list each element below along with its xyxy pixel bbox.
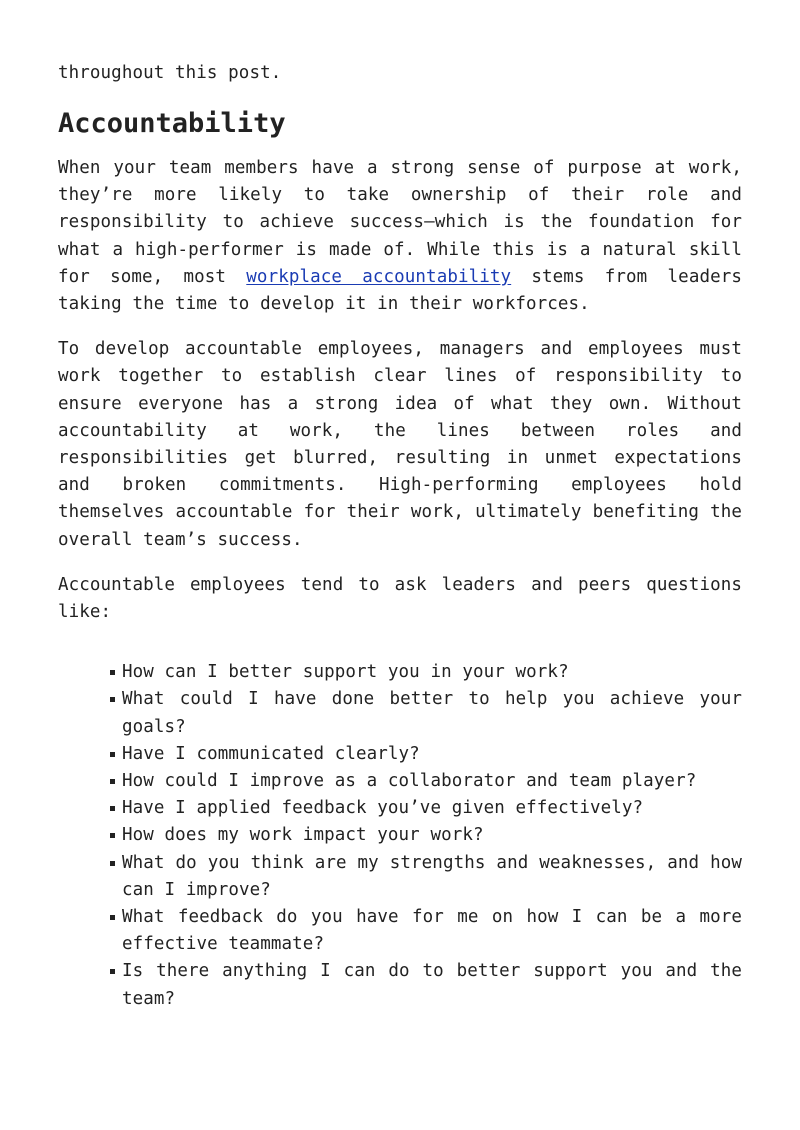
list-item: [122, 686, 742, 740]
square-bullet-icon: [110, 969, 115, 974]
section-heading: Accountability: [58, 108, 286, 139]
square-bullet-icon: [110, 779, 115, 784]
list-item: [122, 741, 742, 768]
list-item: [122, 958, 742, 1012]
question-text: How could I improve as a collaborator and team player?: [122, 771, 697, 792]
list-item: [122, 768, 742, 795]
square-bullet-icon: [110, 670, 115, 675]
list-item: [122, 659, 742, 686]
square-bullet-icon: [110, 806, 115, 811]
paragraph-questions-intro: Accountable employees tend to ask leaders and peers questions like:: [58, 574, 742, 623]
question-text: How can I better support you in your work?: [122, 662, 569, 683]
list-item: [122, 822, 742, 849]
square-bullet-icon: [110, 697, 115, 702]
list-item: [122, 795, 742, 822]
square-bullet-icon: [110, 833, 115, 838]
square-bullet-icon: [110, 915, 115, 920]
question-text: Have I communicated clearly?: [122, 743, 420, 764]
paragraph-text: stems from leaders taking the time to develop it in their workforces.: [58, 266, 742, 315]
square-bullet-icon: [110, 861, 115, 866]
list-item: [122, 904, 742, 958]
paragraph-text: When your team members have a strong sense of purpose at work, they’re more likely to take ownership of their role and responsibility to achieve success—which is the foundation for what a high-performer is made of. While this is a natural skill for some, most: [58, 158, 742, 287]
question-text: Is there anything I can do to better support you and the team?: [122, 961, 742, 1009]
list-item: [122, 850, 742, 904]
question-text: How does my work impact your work?: [122, 825, 484, 846]
continued-text-fragment: throughout this post.: [58, 63, 282, 83]
question-text: What feedback do you have for me on how I can be a more effective teammate?: [122, 907, 742, 955]
paragraph-purpose: [58, 155, 742, 318]
paragraph-develop: To develop accountable employees, managers and employees must work together to establish clear lines of responsibility to ensure everyone has a strong idea of what they own. Without accountability at work, the lines between roles and responsibilities get blurred, resulting in unmet expectations and broken commitments. High-performing employees hold themselves accountable for their work, ultimately benefiting the overall team’s success.: [58, 339, 742, 550]
questions-list: [58, 659, 742, 1013]
workplace-accountability-link[interactable]: workplace accountability: [246, 266, 512, 287]
question-text: Have I applied feedback you’ve given effectively?: [122, 798, 644, 819]
question-text: What do you think are my strengths and weaknesses, and how can I improve?: [122, 852, 742, 900]
square-bullet-icon: [110, 752, 115, 757]
question-text: What could I have done better to help you achieve your goals?: [122, 689, 742, 737]
